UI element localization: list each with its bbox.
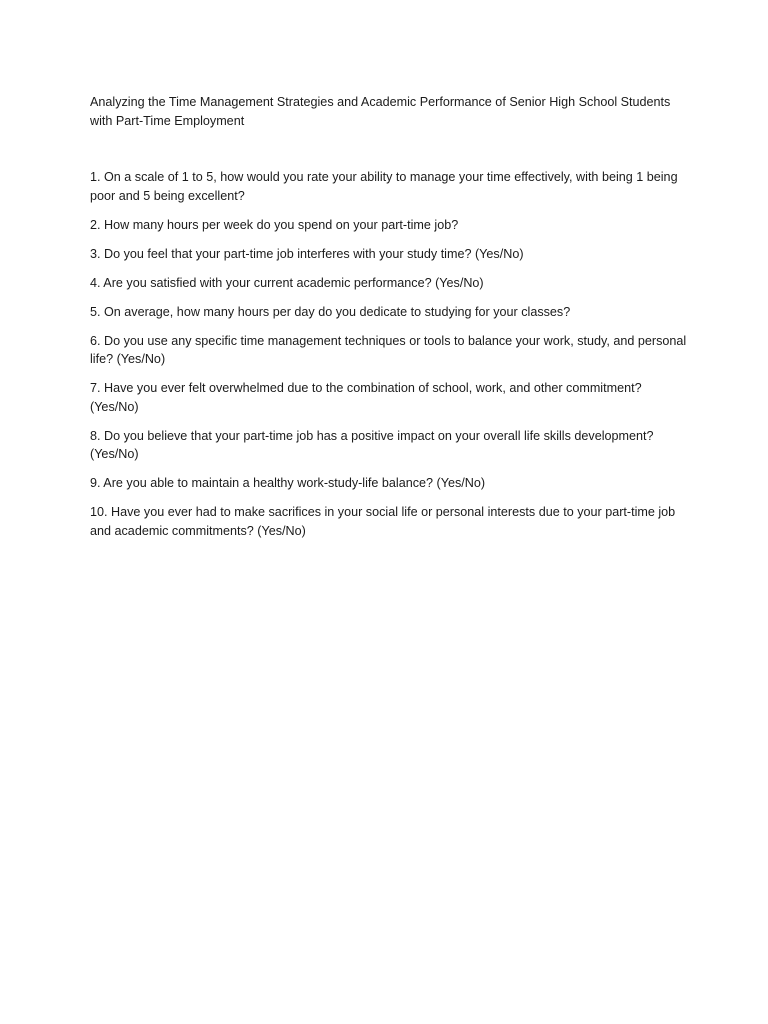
question-item: 4. Are you satisfied with your current academic performance? (Yes/No) [90,275,484,290]
question-item: 6. Do you use any specific time management techniques or tools to balance your work, study, and personal life? (Yes/No) [90,333,687,366]
document-body [90,93,690,551]
question-list [90,168,690,540]
question-item: 2. How many hours per week do you spend on your part-time job? [90,217,459,232]
question-item: 5. On average, how many hours per day do you dedicate to studying for your classes? [90,304,571,319]
document-title: Analyzing the Time Management Strategies and Academic Performance of Senior High School Students with Part-Time Employment [90,95,671,128]
question-item: 7. Have you ever felt overwhelmed due to the combination of school, work, and other commitment? (Yes/No) [90,381,642,414]
question-item: 3. Do you feel that your part-time job interferes with your study time? (Yes/No) [90,246,524,261]
question-item: 10. Have you ever had to make sacrifices in your social life or personal interests due to your part-time job and academic commitments? (Yes/No) [90,505,676,538]
question-item: 8. Do you believe that your part-time job has a positive impact on your overall life skills development? (Yes/No) [90,428,654,461]
question-item: 1. On a scale of 1 to 5, how would you rate your ability to manage your time effectively, with being 1 being poor and 5 being excellent? [90,170,678,203]
question-item: 9. Are you able to maintain a healthy work-study-life balance? (Yes/No) [90,476,486,490]
